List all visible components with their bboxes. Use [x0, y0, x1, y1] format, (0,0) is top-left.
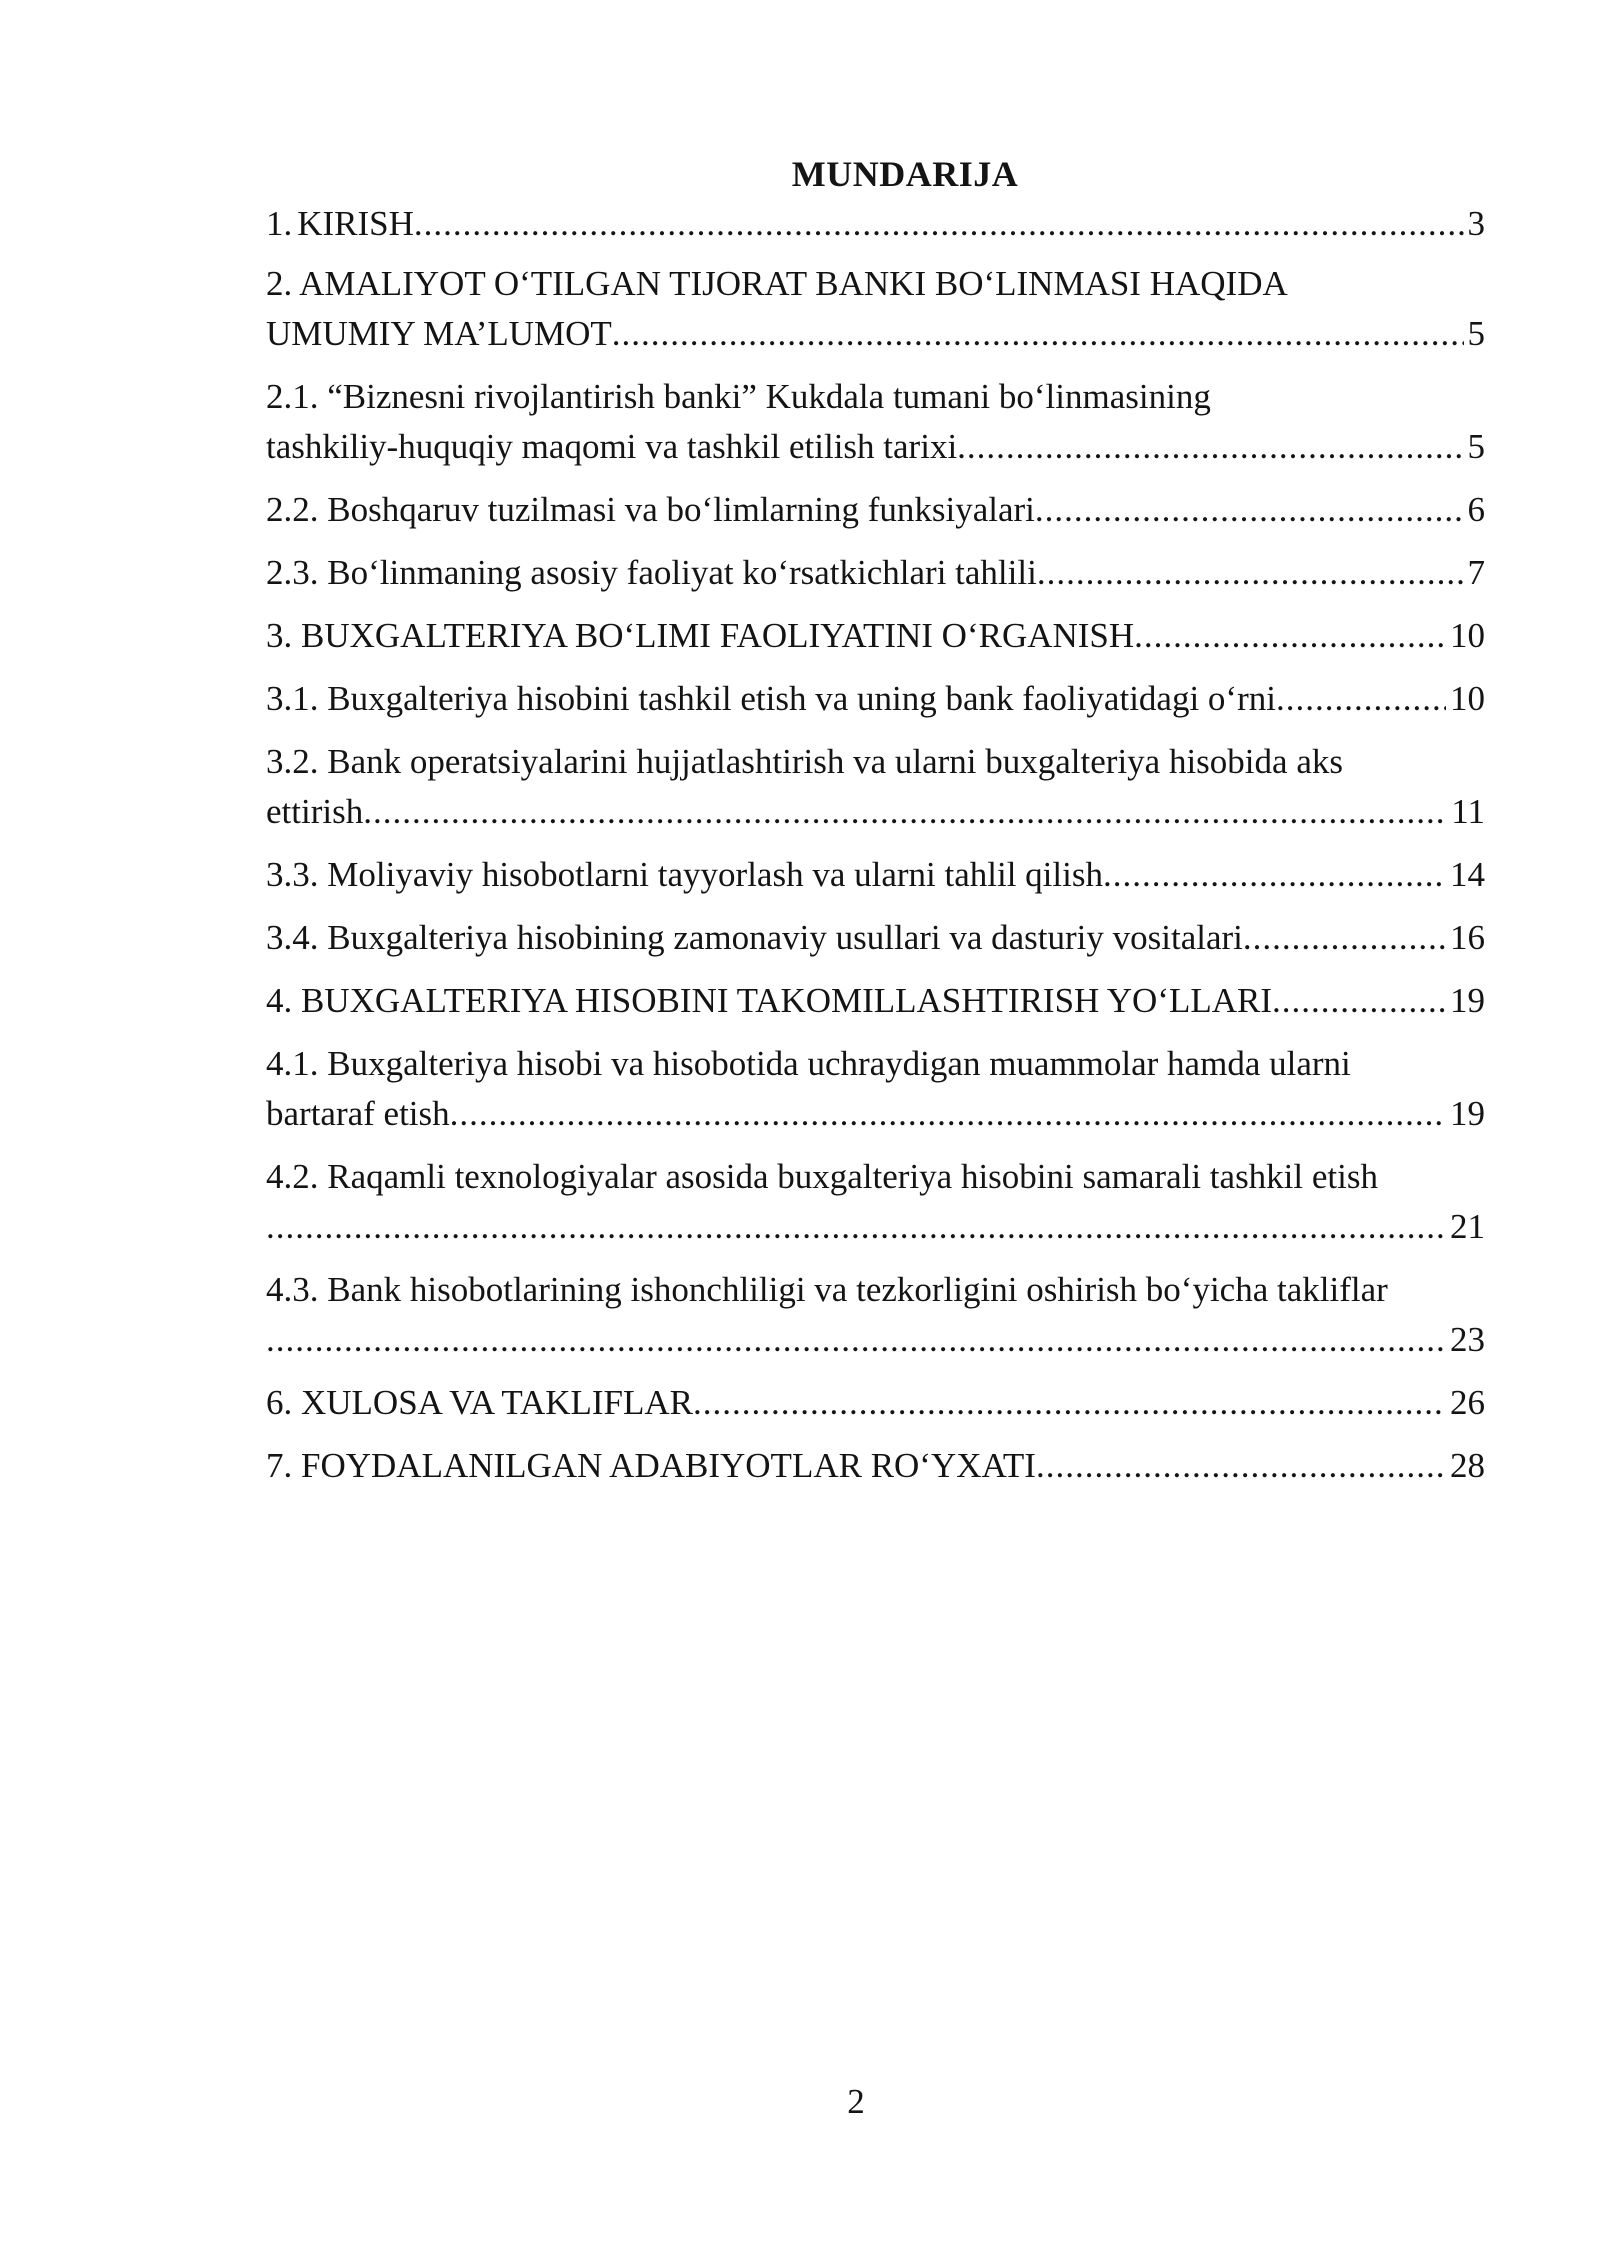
- toc-entry-line: [266, 1315, 1485, 1365]
- toc-entry-page: 16: [1450, 918, 1485, 957]
- toc-entry-line: [266, 1441, 1485, 1491]
- toc-entry[interactable]: [266, 674, 1485, 724]
- toc-entry-page: 21: [1450, 1207, 1485, 1246]
- toc-entry-text: tashkiliy-huquqiy maqomi va tashkil etilish tarixi: [266, 427, 958, 466]
- toc-entry-text: 3.4. Buxgalteriya hisobining zamonaviy usullari va dasturiy vositalari: [266, 918, 1243, 957]
- toc-entry[interactable]: [266, 485, 1485, 535]
- toc-entry-text: bartaraf etish: [266, 1094, 450, 1133]
- toc-title: MUNDARIJA: [791, 154, 1019, 194]
- toc-entry-text: 3.3. Moliyaviy hisobotlarni tayyorlash va ularni tahlil qilish: [266, 855, 1103, 894]
- toc-entry-page: 23: [1450, 1320, 1485, 1359]
- toc-entry-text: 7. FOYDALANILGAN ADABIYOTLAR RO‘YXATI: [266, 1446, 1036, 1485]
- toc-entry-page: 11: [1451, 792, 1485, 831]
- toc-entry[interactable]: [266, 1378, 1485, 1428]
- toc-entry[interactable]: [266, 1152, 1485, 1252]
- toc-entry[interactable]: [266, 1441, 1485, 1491]
- dot-leader: [1134, 611, 1446, 661]
- toc-entry-text: ettirish: [266, 792, 364, 831]
- toc-entry[interactable]: [266, 372, 1485, 472]
- toc-entry-line: [266, 976, 1485, 1026]
- dot-leader: [1272, 976, 1446, 1026]
- dot-leader: [693, 1378, 1446, 1428]
- toc-entry-line: [266, 674, 1485, 724]
- toc-entry-line: [266, 548, 1485, 598]
- toc-entry-text: KIRISH: [297, 204, 414, 243]
- toc-entry-text: 3.1. Buxgalteriya hisobini tashkil etish va uning bank faoliyatidagi o‘rni: [266, 679, 1276, 718]
- toc-entry-line: [266, 611, 1485, 661]
- toc-entry-text: UMUMIY MA’LUMOT: [266, 314, 612, 353]
- dot-leader: [414, 199, 1464, 249]
- toc-entry-page: 10: [1450, 616, 1485, 655]
- toc-entry-line: [266, 199, 1485, 249]
- toc-entry-line: [266, 309, 1485, 359]
- dot-leader: [266, 1202, 1446, 1252]
- toc-entry-text: 3.2. Bank operatsiyalarini hujjatlashtirish va ularni buxgalteriya hisobida aks: [266, 742, 1343, 781]
- toc-entry-page: 5: [1467, 427, 1485, 466]
- dot-leader: [1103, 850, 1446, 900]
- toc-entry-text: 2. AMALIYOT O‘TILGAN TIJORAT BANKI BO‘LINMASI HAQIDA: [266, 264, 1288, 303]
- toc-entry-text: 3. BUXGALTERIYA BO‘LIMI FAOLIYATINI O‘RGANISH: [266, 616, 1135, 655]
- toc-entry-page: 7: [1467, 553, 1485, 592]
- dot-leader: [1243, 913, 1446, 963]
- toc-entry-page: 14: [1450, 855, 1485, 894]
- toc-entry[interactable]: [266, 737, 1485, 837]
- toc-entry-page: 5: [1467, 314, 1485, 353]
- dot-leader: [1037, 548, 1464, 598]
- toc-entry-text: 4.2. Raqamli texnologiyalar asosida buxgalteriya hisobini samarali tashkil etish: [266, 1157, 1378, 1196]
- toc-entry-line: [266, 913, 1485, 963]
- toc-entry-line: [266, 850, 1485, 900]
- toc-entry-text: 4. BUXGALTERIYA HISOBINI TAKOMILLASHTIRISH YO‘LLARI: [266, 981, 1273, 1020]
- toc-entry[interactable]: [266, 976, 1485, 1026]
- dot-leader: [1035, 485, 1464, 535]
- toc-entry-text: 2.1. “Biznesni rivojlantirish banki” Kukdala tumani bo‘linmasining: [266, 377, 1211, 416]
- toc-entry-page: 3: [1467, 204, 1485, 243]
- toc-entry-line: [266, 787, 1485, 837]
- dot-leader: [612, 309, 1464, 359]
- toc-entry-page: 26: [1450, 1383, 1485, 1422]
- toc-entry-line: [266, 1089, 1485, 1139]
- toc-entry[interactable]: [266, 850, 1485, 900]
- table-of-contents: [266, 199, 1485, 1504]
- toc-entry-text: 2.2. Boshqaruv tuzilmasi va bo‘limlarning funksiyalari: [266, 490, 1035, 529]
- toc-entry-number: 1.: [266, 204, 293, 243]
- toc-entry[interactable]: [266, 548, 1485, 598]
- toc-entry-text: 4.3. Bank hisobotlarining ishonchliligi va tezkorligini oshirish bo‘yicha takliflar: [266, 1270, 1388, 1309]
- toc-entry-page: 10: [1450, 679, 1485, 718]
- dot-leader: [450, 1089, 1446, 1139]
- dot-leader: [1276, 674, 1446, 724]
- toc-entry[interactable]: [266, 259, 1485, 359]
- dot-leader: [363, 787, 1447, 837]
- dot-leader: [957, 422, 1463, 472]
- toc-entry-text: 2.3. Bo‘linmaning asosiy faoliyat ko‘rsatkichlari tahlili: [266, 553, 1037, 592]
- toc-entry-line: [266, 485, 1485, 535]
- page-number: 2: [847, 2082, 865, 2121]
- toc-entry[interactable]: [266, 1265, 1485, 1365]
- toc-entry-page: 19: [1450, 1094, 1485, 1133]
- toc-entry[interactable]: [266, 199, 1485, 249]
- toc-entry-line: [266, 422, 1485, 472]
- toc-entry-text: 4.1. Buxgalteriya hisobi va hisobotida uchraydigan muammolar hamda ularni: [266, 1044, 1351, 1083]
- dot-leader: [266, 1315, 1446, 1365]
- toc-entry-page: 6: [1467, 490, 1485, 529]
- dot-leader: [1036, 1441, 1446, 1491]
- toc-entry-line: [266, 1202, 1485, 1252]
- toc-entry-page: 28: [1450, 1446, 1485, 1485]
- toc-entry-line: [266, 1378, 1485, 1428]
- toc-entry-page: 19: [1450, 981, 1485, 1020]
- toc-entry[interactable]: [266, 913, 1485, 963]
- toc-entry-text: 6. XULOSA VA TAKLIFLAR: [266, 1383, 693, 1422]
- toc-entry[interactable]: [266, 611, 1485, 661]
- toc-entry[interactable]: [266, 1039, 1485, 1139]
